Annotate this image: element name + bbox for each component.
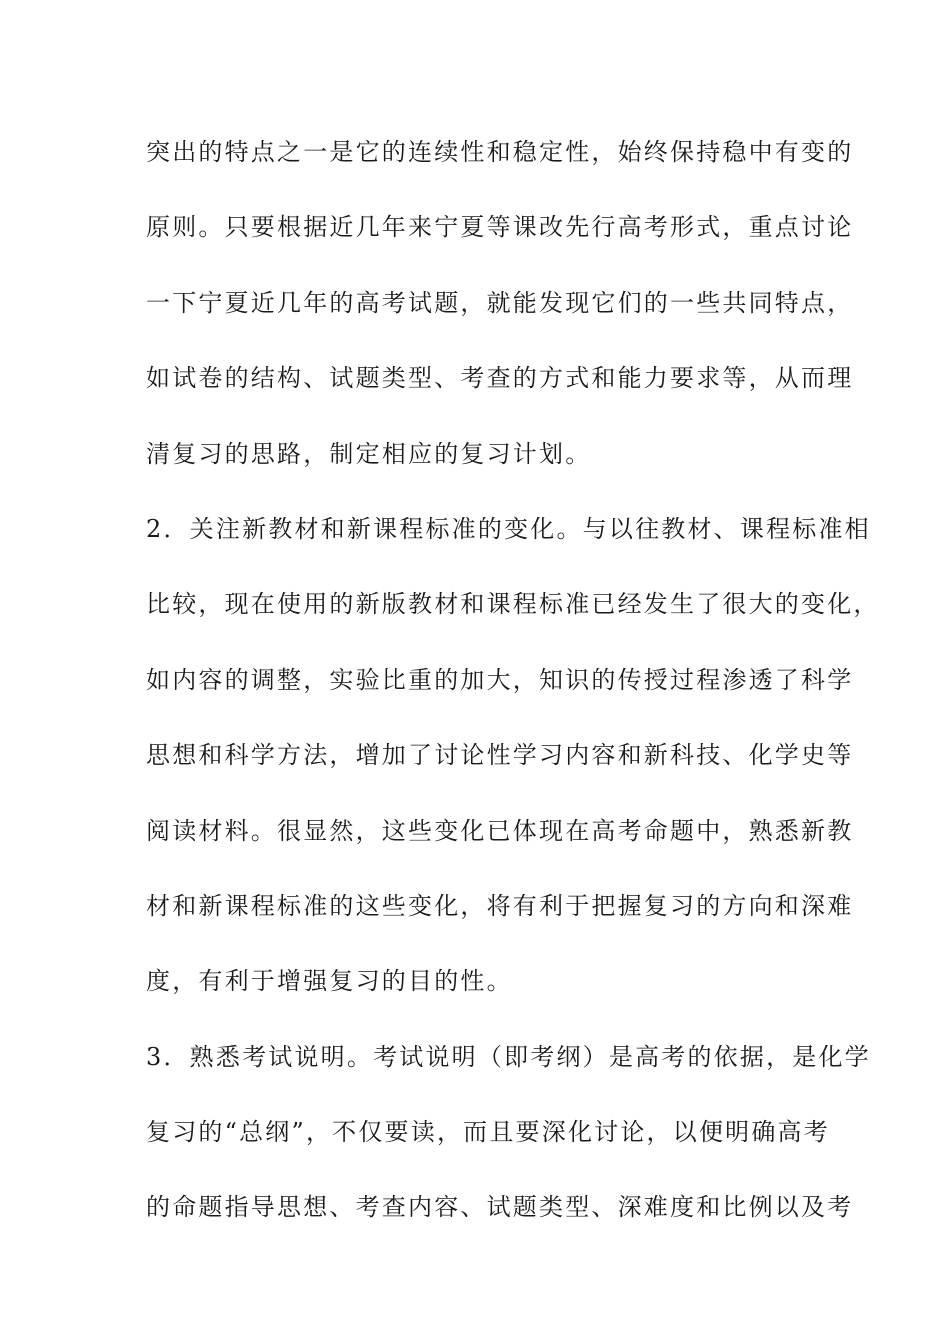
text-line: 3．熟悉考试说明。考试说明（即考纲）是高考的依据，是化学 xyxy=(146,1042,871,1071)
text-line: 如内容的调整，实验比重的加大，知识的传授过程渗透了科学 xyxy=(146,665,854,694)
text-line: 突出的特点之一是它的连续性和稳定性，始终保持稳中有变的 xyxy=(146,138,854,166)
text-line: 如试卷的结构、试题类型、考查的方式和能力要求等，从而理 xyxy=(146,364,854,393)
text-line: 比较，现在使用的新版教材和课程标准已经发生了很大的变化， xyxy=(146,590,880,619)
text-line: 复习的“总纲”，不仅要读，而且要深化讨论，以便明确高考 xyxy=(146,1118,830,1147)
text-line: 清复习的思路，制定相应的复习计划。 xyxy=(146,439,592,468)
text-line: 原则。只要根据近几年来宁夏等课改先行高考形式，重点讨论 xyxy=(146,213,854,242)
text-line: 度，有利于增强复习的目的性。 xyxy=(146,967,513,996)
body-text xyxy=(146,128,880,1259)
text-line: 2．关注新教材和新课程标准的变化。与以往教材、课程标准相 xyxy=(146,514,871,543)
text-line: 一下宁夏近几年的高考试题，就能发现它们的一些共同特点， xyxy=(146,288,854,317)
text-line: 思想和科学方法，增加了讨论性学习内容和新科技、化学史等 xyxy=(146,741,854,770)
text-line: 的命题指导思想、考查内容、试题类型、深难度和比例以及考 xyxy=(146,1193,854,1222)
text-line: 材和新课程标准的这些变化，将有利于把握复习的方向和深难 xyxy=(146,891,854,920)
text-line: 阅读材料。很显然，这些变化已体现在高考命题中，熟悉新教 xyxy=(146,816,854,845)
